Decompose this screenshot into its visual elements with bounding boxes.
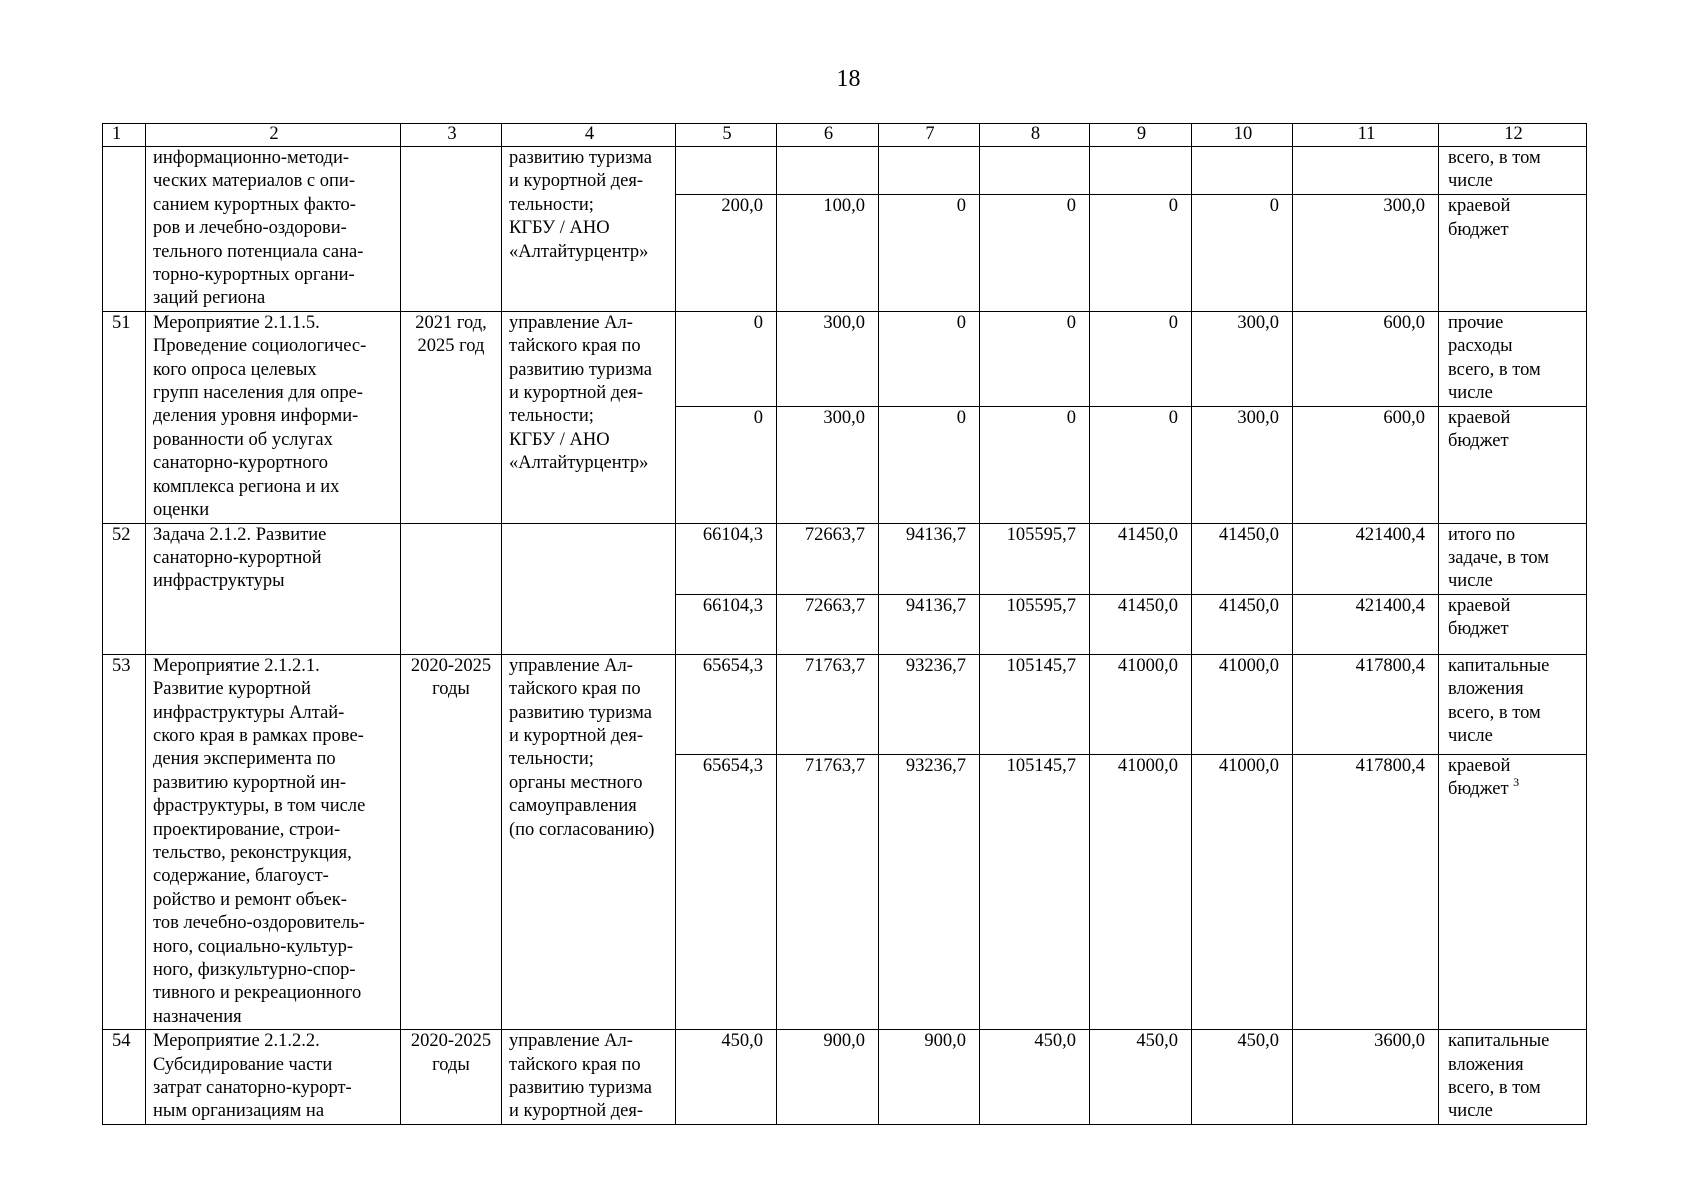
activity-description-cell [146, 654, 401, 1030]
text-line: тельного потенциала сана- [153, 241, 364, 262]
funding-source-cell [1439, 754, 1587, 1029]
table-row [103, 147, 1587, 195]
value-cell: 41450,0 [1090, 594, 1192, 654]
text-line: содержание, благоуст- [153, 866, 329, 887]
text-line: краевой [1448, 196, 1511, 217]
text-line: краевой [1448, 407, 1511, 428]
value-cell [777, 147, 879, 195]
column-number: 8 [980, 124, 1090, 147]
text-line: инфраструктуры Алтай- [153, 702, 345, 723]
text-line: годы [432, 1054, 470, 1075]
text-line: групп населения для опре- [153, 383, 363, 404]
text-line: развитию курортной ин- [153, 772, 347, 793]
footnote-mark: 3 [1513, 775, 1520, 790]
column-number-row [103, 124, 1587, 147]
text-line: числе [1448, 1101, 1493, 1122]
column-number: 3 [401, 124, 502, 147]
text-line: всего, в том [1448, 1078, 1541, 1099]
text-line: санаторно-курортного [153, 453, 329, 474]
text-line: санаторно-курортной [153, 547, 322, 568]
table-body [103, 124, 1587, 1125]
column-number: 2 [146, 124, 401, 147]
funding-source-cell [1439, 1030, 1587, 1125]
text-line: годы [432, 679, 470, 700]
text-line: самоуправления [509, 796, 637, 817]
text-line: и курортной дея- [509, 383, 644, 404]
value-cell: 0 [676, 406, 777, 523]
activity-description-cell [146, 1030, 401, 1125]
text-line: ного, физкультурно-спор- [153, 960, 356, 980]
text-line: Мероприятие 2.1.2.1. [153, 655, 320, 676]
value-cell: 66104,3 [676, 523, 777, 594]
text-line: тайского края по [509, 1054, 641, 1075]
value-cell: 41450,0 [1192, 523, 1293, 594]
value-cell: 450,0 [1192, 1030, 1293, 1125]
value-cell: 72663,7 [777, 523, 879, 594]
period-cell [401, 523, 502, 654]
table-row [103, 1030, 1587, 1125]
activity-description-cell [146, 147, 401, 312]
funding-source-cell [1439, 594, 1587, 654]
program-table [102, 123, 1587, 1125]
value-cell: 71763,7 [777, 754, 879, 1029]
value-cell: 600,0 [1293, 406, 1439, 523]
text-line: управление Ал- [509, 312, 633, 333]
value-cell [676, 147, 777, 195]
text-line: комплекса региона и их [153, 476, 340, 497]
value-cell: 100,0 [777, 195, 879, 312]
text-line: тельности; [509, 749, 594, 770]
text-line: инфраструктуры [153, 571, 285, 592]
value-cell [1192, 147, 1293, 195]
text-line: назначения [153, 1006, 242, 1027]
funding-source-cell [1439, 406, 1587, 523]
value-cell: 0 [879, 406, 980, 523]
value-cell: 0 [1192, 195, 1293, 312]
value-cell: 94136,7 [879, 594, 980, 654]
text-line: торно-курортных органи- [153, 265, 355, 286]
text-line: тов лечебно-оздоровитель- [153, 913, 365, 934]
executor-cell [502, 1030, 676, 1125]
executor-cell [502, 147, 676, 312]
text-line: тельство, реконструкция, [153, 842, 352, 863]
text-line: ным организациям на [153, 1101, 325, 1122]
text-line: развитию туризма [509, 148, 652, 168]
text-line: всего, в том [1448, 148, 1541, 168]
value-cell: 93236,7 [879, 654, 980, 754]
text-line: кого опроса целевых [153, 359, 317, 380]
text-line: итого по [1448, 524, 1516, 545]
funding-source-cell [1439, 147, 1587, 195]
value-cell: 41450,0 [1090, 523, 1192, 594]
text-line: вложения [1448, 679, 1524, 700]
value-cell: 450,0 [980, 1030, 1090, 1125]
text-line: Задача 2.1.2. Развитие [153, 524, 327, 545]
text-line: (по согласованию) [509, 819, 655, 840]
text-line: деления уровня информи- [153, 406, 359, 427]
row-number-cell: 53 [103, 654, 146, 1030]
value-cell: 300,0 [1293, 195, 1439, 312]
value-cell: 300,0 [1192, 311, 1293, 406]
value-cell: 65654,3 [676, 754, 777, 1029]
value-cell: 65654,3 [676, 654, 777, 754]
text-line: тайского края по [509, 336, 641, 357]
column-number: 4 [502, 124, 676, 147]
text-line: 2025 год [417, 336, 485, 357]
text-line: краевой [1448, 755, 1511, 776]
value-cell: 0 [676, 311, 777, 406]
text-line: числе [1448, 171, 1493, 192]
text-line: вложения [1448, 1054, 1524, 1075]
text-line: Развитие курортной [153, 679, 311, 700]
executor-cell [502, 311, 676, 523]
text-line: Мероприятие 2.1.1.5. [153, 312, 320, 333]
text-line: бюджет [1448, 619, 1509, 640]
value-cell: 66104,3 [676, 594, 777, 654]
text-line: прочие [1448, 312, 1504, 333]
text-line: расходы [1448, 336, 1513, 357]
text-line: краевой [1448, 595, 1511, 616]
funding-source-cell [1439, 311, 1587, 406]
text-line: дения эксперимента по [153, 749, 336, 770]
row-number-cell: 52 [103, 523, 146, 654]
text-line: 2020-2025 [410, 1031, 492, 1052]
text-line: бюджет [1448, 431, 1509, 452]
row-number-cell: 51 [103, 311, 146, 523]
row-number-cell: 54 [103, 1030, 146, 1125]
text-line: органы местного [509, 772, 643, 793]
text-line: и курортной дея- [509, 171, 644, 192]
text-line: информационно-методи- [153, 148, 350, 168]
column-number: 12 [1439, 124, 1587, 147]
text-line: тельности; [509, 406, 594, 427]
value-cell: 300,0 [1192, 406, 1293, 523]
value-cell: 72663,7 [777, 594, 879, 654]
value-cell: 0 [980, 195, 1090, 312]
value-cell: 71763,7 [777, 654, 879, 754]
value-cell: 105595,7 [980, 594, 1090, 654]
table-row [103, 311, 1587, 406]
text-line: «Алтайтурцентр» [509, 241, 649, 262]
executor-cell [502, 654, 676, 1030]
period-cell [401, 1030, 502, 1125]
text-line: задаче, в том [1448, 547, 1549, 568]
value-cell: 600,0 [1293, 311, 1439, 406]
text-line: развитию туризма [509, 359, 652, 380]
value-cell: 41450,0 [1192, 594, 1293, 654]
text-line: санием курортных факто- [153, 194, 356, 215]
value-cell: 41000,0 [1090, 654, 1192, 754]
text-line: Проведение социологичес- [153, 336, 367, 357]
text-line: ского края в рамках прове- [153, 725, 364, 746]
executor-cell [502, 523, 676, 654]
value-cell [1293, 147, 1439, 195]
value-cell: 300,0 [777, 406, 879, 523]
text-line: управление Ал- [509, 655, 633, 676]
text-line: заций региона [153, 288, 266, 309]
value-cell: 0 [879, 195, 980, 312]
value-cell: 0 [980, 406, 1090, 523]
column-number: 9 [1090, 124, 1192, 147]
text-line: оценки [153, 500, 210, 521]
value-cell: 105595,7 [980, 523, 1090, 594]
text-line: тайского края по [509, 679, 641, 700]
text-line: ческих материалов с опи- [153, 171, 355, 192]
funding-source-cell [1439, 195, 1587, 312]
value-cell [1090, 147, 1192, 195]
text-line: затрат санаторно-курорт- [153, 1078, 352, 1099]
page-number: 18 [836, 66, 861, 92]
column-number: 10 [1192, 124, 1293, 147]
text-line: капитальные [1448, 655, 1550, 676]
value-cell: 0 [980, 311, 1090, 406]
text-line: 2021 год, [415, 312, 487, 333]
value-cell: 41000,0 [1090, 754, 1192, 1029]
table-row [103, 523, 1587, 594]
text-line: КГБУ / АНО [509, 218, 610, 239]
value-cell: 900,0 [777, 1030, 879, 1125]
value-cell: 0 [1090, 195, 1192, 312]
text-line: всего, в том [1448, 702, 1541, 723]
text-line: числе [1448, 725, 1493, 746]
activity-description-cell [146, 311, 401, 523]
value-cell [980, 147, 1090, 195]
period-cell [401, 654, 502, 1030]
text-line: фраструктуры, в том числе [153, 796, 366, 817]
value-cell: 0 [1090, 406, 1192, 523]
value-cell: 200,0 [676, 195, 777, 312]
text-line: «Алтайтурцентр» [509, 453, 649, 474]
text-line: бюджет [1448, 219, 1509, 240]
text-line: рованности об услугах [153, 429, 333, 450]
funding-source-cell [1439, 523, 1587, 594]
value-cell: 105145,7 [980, 654, 1090, 754]
value-cell: 0 [879, 311, 980, 406]
text-line: капитальные [1448, 1031, 1550, 1052]
text-line: КГБУ / АНО [509, 429, 610, 450]
value-cell: 450,0 [676, 1030, 777, 1125]
text-line: Субсидирование части [153, 1054, 333, 1075]
column-number: 1 [103, 124, 146, 147]
value-cell: 417800,4 [1293, 654, 1439, 754]
text-line: ройство и ремонт объек- [153, 889, 347, 910]
funding-source-cell [1439, 654, 1587, 754]
text-line: бюджет $^3$ [1448, 775, 1520, 800]
table-row [103, 654, 1587, 754]
value-cell: 41000,0 [1192, 654, 1293, 754]
text-line: тивного и рекреационного [153, 983, 362, 1004]
period-cell [401, 311, 502, 523]
value-cell: 105145,7 [980, 754, 1090, 1029]
text-line: развитию туризма [509, 702, 652, 723]
text-line: развитию туризма [509, 1078, 652, 1099]
text-line: 2020-2025 [410, 655, 492, 676]
column-number: 11 [1293, 124, 1439, 147]
text-line: управление Ал- [509, 1031, 633, 1052]
value-cell: 450,0 [1090, 1030, 1192, 1125]
text-line: числе [1448, 571, 1493, 592]
text-line: и курортной дея- [509, 725, 644, 746]
text-line: ров и лечебно-оздорови- [153, 218, 347, 239]
text-line: Мероприятие 2.1.2.2. [153, 1031, 320, 1052]
value-cell: 94136,7 [879, 523, 980, 594]
value-cell: 421400,4 [1293, 523, 1439, 594]
value-cell: 421400,4 [1293, 594, 1439, 654]
text-line: и курортной дея- [509, 1101, 644, 1122]
text-line: ного, социально-культур- [153, 936, 354, 957]
value-cell: 41000,0 [1192, 754, 1293, 1029]
activity-description-cell [146, 523, 401, 654]
value-cell: 3600,0 [1293, 1030, 1439, 1125]
value-cell: 0 [1090, 311, 1192, 406]
value-cell: 900,0 [879, 1030, 980, 1125]
value-cell: 93236,7 [879, 754, 980, 1029]
value-cell [879, 147, 980, 195]
column-number: 5 [676, 124, 777, 147]
text-line: тельности; [509, 194, 594, 215]
period-cell [401, 147, 502, 312]
column-number: 7 [879, 124, 980, 147]
text-line: всего, в том [1448, 359, 1541, 380]
text-line: проектирование, строи- [153, 819, 341, 840]
value-cell: 300,0 [777, 311, 879, 406]
row-number-cell [103, 147, 146, 312]
column-number: 6 [777, 124, 879, 147]
text-line: числе [1448, 383, 1493, 404]
value-cell: 417800,4 [1293, 754, 1439, 1029]
